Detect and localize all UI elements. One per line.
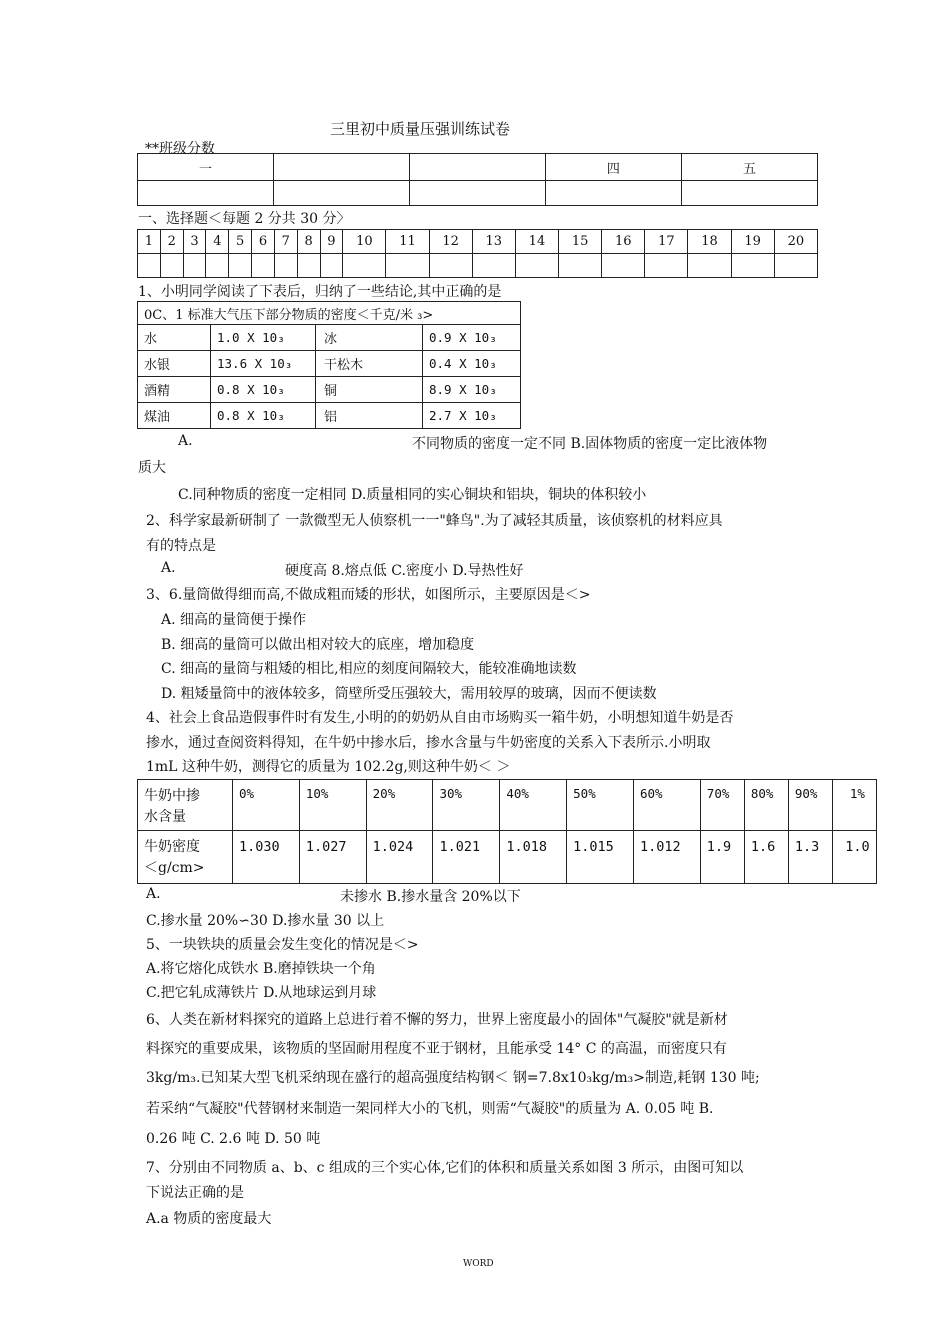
score-cell [138,181,274,206]
q1-option-cd: C.同种物质的密度一定相同 D.质量相同的实心铜块和铝块，铜块的体积较小 [178,487,647,503]
q4-option-label: A. [146,886,161,902]
milk-percentage-cell: 10% [299,780,366,831]
answer-blank-cell[interactable] [320,254,343,278]
answer-number-cell: 13 [472,230,515,254]
q7-line2: 下说法正确的是 [146,1185,244,1201]
milk-density-cell: 1.0 [832,831,876,884]
q4-stem-line3: 1mL 这种牛奶，测得它的质量为 102.2g,则这种牛奶＜ ＞ [146,759,511,775]
milk-percentage-cell: 20% [366,780,433,831]
class-score-label: **班级分数 [145,141,215,157]
milk-row1-label-a: 牛奶中掺 [144,788,200,804]
score-header-4: 四 [545,154,681,181]
milk-percentage-cell: 1% [832,780,876,831]
q1-stem: 1、小明同学阅读了下表后，归纳了一些结论,其中正确的是 [138,284,502,300]
page-title: 三里初中质量压强训练试卷 [330,120,511,138]
q2-options: 硬度高 8.熔点低 C.密度小 D.导热性好 [285,563,524,579]
density-cell: 0.4 X 10₃ [423,351,521,377]
milk-row2-label-a: 牛奶密度 [144,839,200,855]
q4-option-ab: 未掺水 B.掺水量含 20%以下 [340,889,521,905]
milk-density-cell: 1.6 [744,831,788,884]
answer-blank-cell[interactable] [274,254,297,278]
q3-stem: 3、6.量筒做得细而高,不做成粗而矮的形状，如图所示，主要原因是＜> [146,587,591,603]
milk-density-cell: 1.027 [299,831,366,884]
answer-number-cell: 17 [645,230,688,254]
q7-line1: 7、分别由不同物质 a、b、c 组成的三个实心体,它们的体积和质量关系如图 3 所示，由图可知以 [146,1160,744,1176]
answer-blank-cell[interactable] [386,254,429,278]
answer-blank-cell[interactable] [559,254,602,278]
q3-option-c: C. 细高的量筒与粗矮的相比,相应的刻度间隔较大，能较准确地读数 [161,661,577,677]
milk-row2-label-b: ＜g/cm> [144,860,205,876]
milk-density-cell: 1.3 [788,831,832,884]
score-cell [681,181,817,206]
answer-blank-cell[interactable] [645,254,688,278]
q7-option-a: A.a 物质的密度最大 [146,1211,272,1227]
density-cell: 铝 [316,403,423,429]
density-table-caption: 0C、1 标准大气压下部分物质的密度＜千克/米 ₃> [138,302,521,325]
answer-number-cell: 1 [138,230,161,254]
footer-word: WORD [463,1259,494,1269]
q6-line5: 0.26 吨 C. 2.6 吨 D. 50 吨 [146,1131,321,1147]
q6-line3: 3kg/m₃.已知某大型飞机采纳现在盛行的超高强度结构钢＜ 钢=7.8x10₃kg/m₃>制造,耗钢 130 吨; [146,1070,760,1086]
q4-stem-line1: 4、社会上食品造假事件时有发生,小明的的奶奶从自由市场购买一箱牛奶，小明想知道牛奶是否 [146,710,734,726]
milk-percentage-cell: 90% [788,780,832,831]
milk-row1-label-b: 水含量 [144,809,186,825]
answer-number-cell: 5 [229,230,252,254]
q1-option-a-label: A. [178,433,193,449]
density-cell: 水银 [138,351,211,377]
milk-percentage-cell: 80% [744,780,788,831]
answer-number-cell: 15 [559,230,602,254]
answer-blank-cell[interactable] [688,254,731,278]
milk-row-label [138,780,233,831]
q2-stem-line2: 有的特点是 [146,538,216,554]
answer-number-cell: 7 [274,230,297,254]
milk-percentage-cell: 60% [633,780,700,831]
answer-blank-cell[interactable] [343,254,386,278]
milk-percentage-cell: 30% [433,780,500,831]
answer-blank-cell[interactable] [183,254,206,278]
density-cell: 水 [138,325,211,351]
answer-blank-cell[interactable] [515,254,558,278]
answer-blank-cell[interactable] [774,254,817,278]
density-table [137,301,521,429]
q3-option-d: D. 粗矮量筒中的液体较多，筒壁所受压强较大，需用较厚的玻璃，因而不便读数 [161,686,657,702]
answer-number-cell: 6 [252,230,275,254]
milk-percentage-cell: 0% [233,780,300,831]
density-cell: 1.0 X 10₃ [211,325,316,351]
score-header-1: 一 [138,154,274,181]
density-cell: 0.9 X 10₃ [423,325,521,351]
q1-option-ab-wrap: 质大 [138,460,166,476]
density-cell: 酒精 [138,377,211,403]
answer-blank-cell[interactable] [252,254,275,278]
density-cell: 2.7 X 10₃ [423,403,521,429]
q5-option-ab: A.将它熔化成铁水 B.磨掉铁块一个角 [146,961,376,977]
answer-blank-cell[interactable] [472,254,515,278]
q2-option-label: A. [161,560,176,576]
q3-option-b: B. 细高的量筒可以做出相对较大的底座，增加稳度 [161,637,475,653]
density-cell: 干松木 [316,351,423,377]
q6-line4: 若采纳“气凝胶"代替钢材来制造一架同样大小的飞机，则需“气凝胶"的质量为 A. 0.05 吨 B. [146,1101,714,1117]
answer-blank-cell[interactable] [429,254,472,278]
density-cell: 铜 [316,377,423,403]
answer-number-cell: 10 [343,230,386,254]
answer-number-cell: 19 [731,230,774,254]
answer-number-cell: 11 [386,230,429,254]
q3-option-a: A. 细高的量筒便于操作 [161,612,307,628]
answer-blank-cell[interactable] [138,254,161,278]
answer-number-cell: 8 [297,230,320,254]
density-cell: 13.6 X 10₃ [211,351,316,377]
q5-option-cd: C.把它轧成薄铁片 D.从地球运到月球 [146,985,377,1001]
score-header-3 [409,154,545,181]
answer-blank-cell[interactable] [160,254,183,278]
milk-percentage-cell: 50% [567,780,634,831]
density-cell: 0.8 X 10₃ [211,403,316,429]
q5-stem: 5、一块铁块的质量会发生变化的情况是＜> [146,937,419,953]
milk-density-cell: 1.9 [700,831,744,884]
milk-density-cell: 1.030 [233,831,300,884]
milk-density-cell: 1.012 [633,831,700,884]
answer-blank-cell[interactable] [297,254,320,278]
q4-stem-line2: 掺水，通过查阅资料得知，在牛奶中掺水后，掺水含量与牛奶密度的关系入下表所示.小明取 [146,735,711,751]
q6-line1: 6、人类在新材料探究的道路上总进行着不懈的努力，世界上密度最小的固体"气凝胶"就是新材 [146,1012,728,1028]
answer-blank-cell[interactable] [602,254,645,278]
answer-grid [137,229,818,278]
density-cell: 8.9 X 10₃ [423,377,521,403]
score-header-2 [274,154,410,181]
answer-number-cell: 16 [602,230,645,254]
milk-percentage-cell: 40% [500,780,567,831]
score-cell [409,181,545,206]
answer-blank-cell[interactable] [731,254,774,278]
q2-stem-line1: 2、科学家最新研制了 一款微型无人侦察机一一"蜂鸟".为了减轻其质量，该侦察机的材料应具 [146,513,723,529]
section1-heading: 一、选择题＜每题 2 分共 30 分〉 [138,211,351,227]
answer-number-cell: 14 [515,230,558,254]
density-cell: 煤油 [138,403,211,429]
milk-table [137,779,877,884]
answer-number-cell: 12 [429,230,472,254]
score-table [137,153,818,206]
answer-number-cell: 20 [774,230,817,254]
q6-line2: 料探究的重要成果，该物质的坚固耐用程度不亚于钢材，且能承受 14° C 的高温，而密度只有 [146,1041,727,1057]
score-cell [545,181,681,206]
q4-option-cd: C.掺水量 20%∽30 D.掺水量 30 以上 [146,913,385,929]
q1-option-ab: 不同物质的密度一定不同 B.固体物质的密度一定比液体物 [412,436,768,452]
answer-number-cell: 3 [183,230,206,254]
milk-density-cell: 1.024 [366,831,433,884]
density-cell: 冰 [316,325,423,351]
milk-density-cell: 1.015 [567,831,634,884]
answer-number-cell: 4 [206,230,229,254]
answer-number-cell: 9 [320,230,343,254]
density-cell: 0.8 X 10₃ [211,377,316,403]
milk-percentage-cell: 70% [700,780,744,831]
score-header-5: 五 [681,154,817,181]
milk-density-cell: 1.021 [433,831,500,884]
milk-row-label [138,831,233,884]
answer-blank-cell[interactable] [206,254,229,278]
answer-number-cell: 18 [688,230,731,254]
milk-density-cell: 1.018 [500,831,567,884]
answer-blank-cell[interactable] [229,254,252,278]
score-cell [274,181,410,206]
answer-number-cell: 2 [160,230,183,254]
